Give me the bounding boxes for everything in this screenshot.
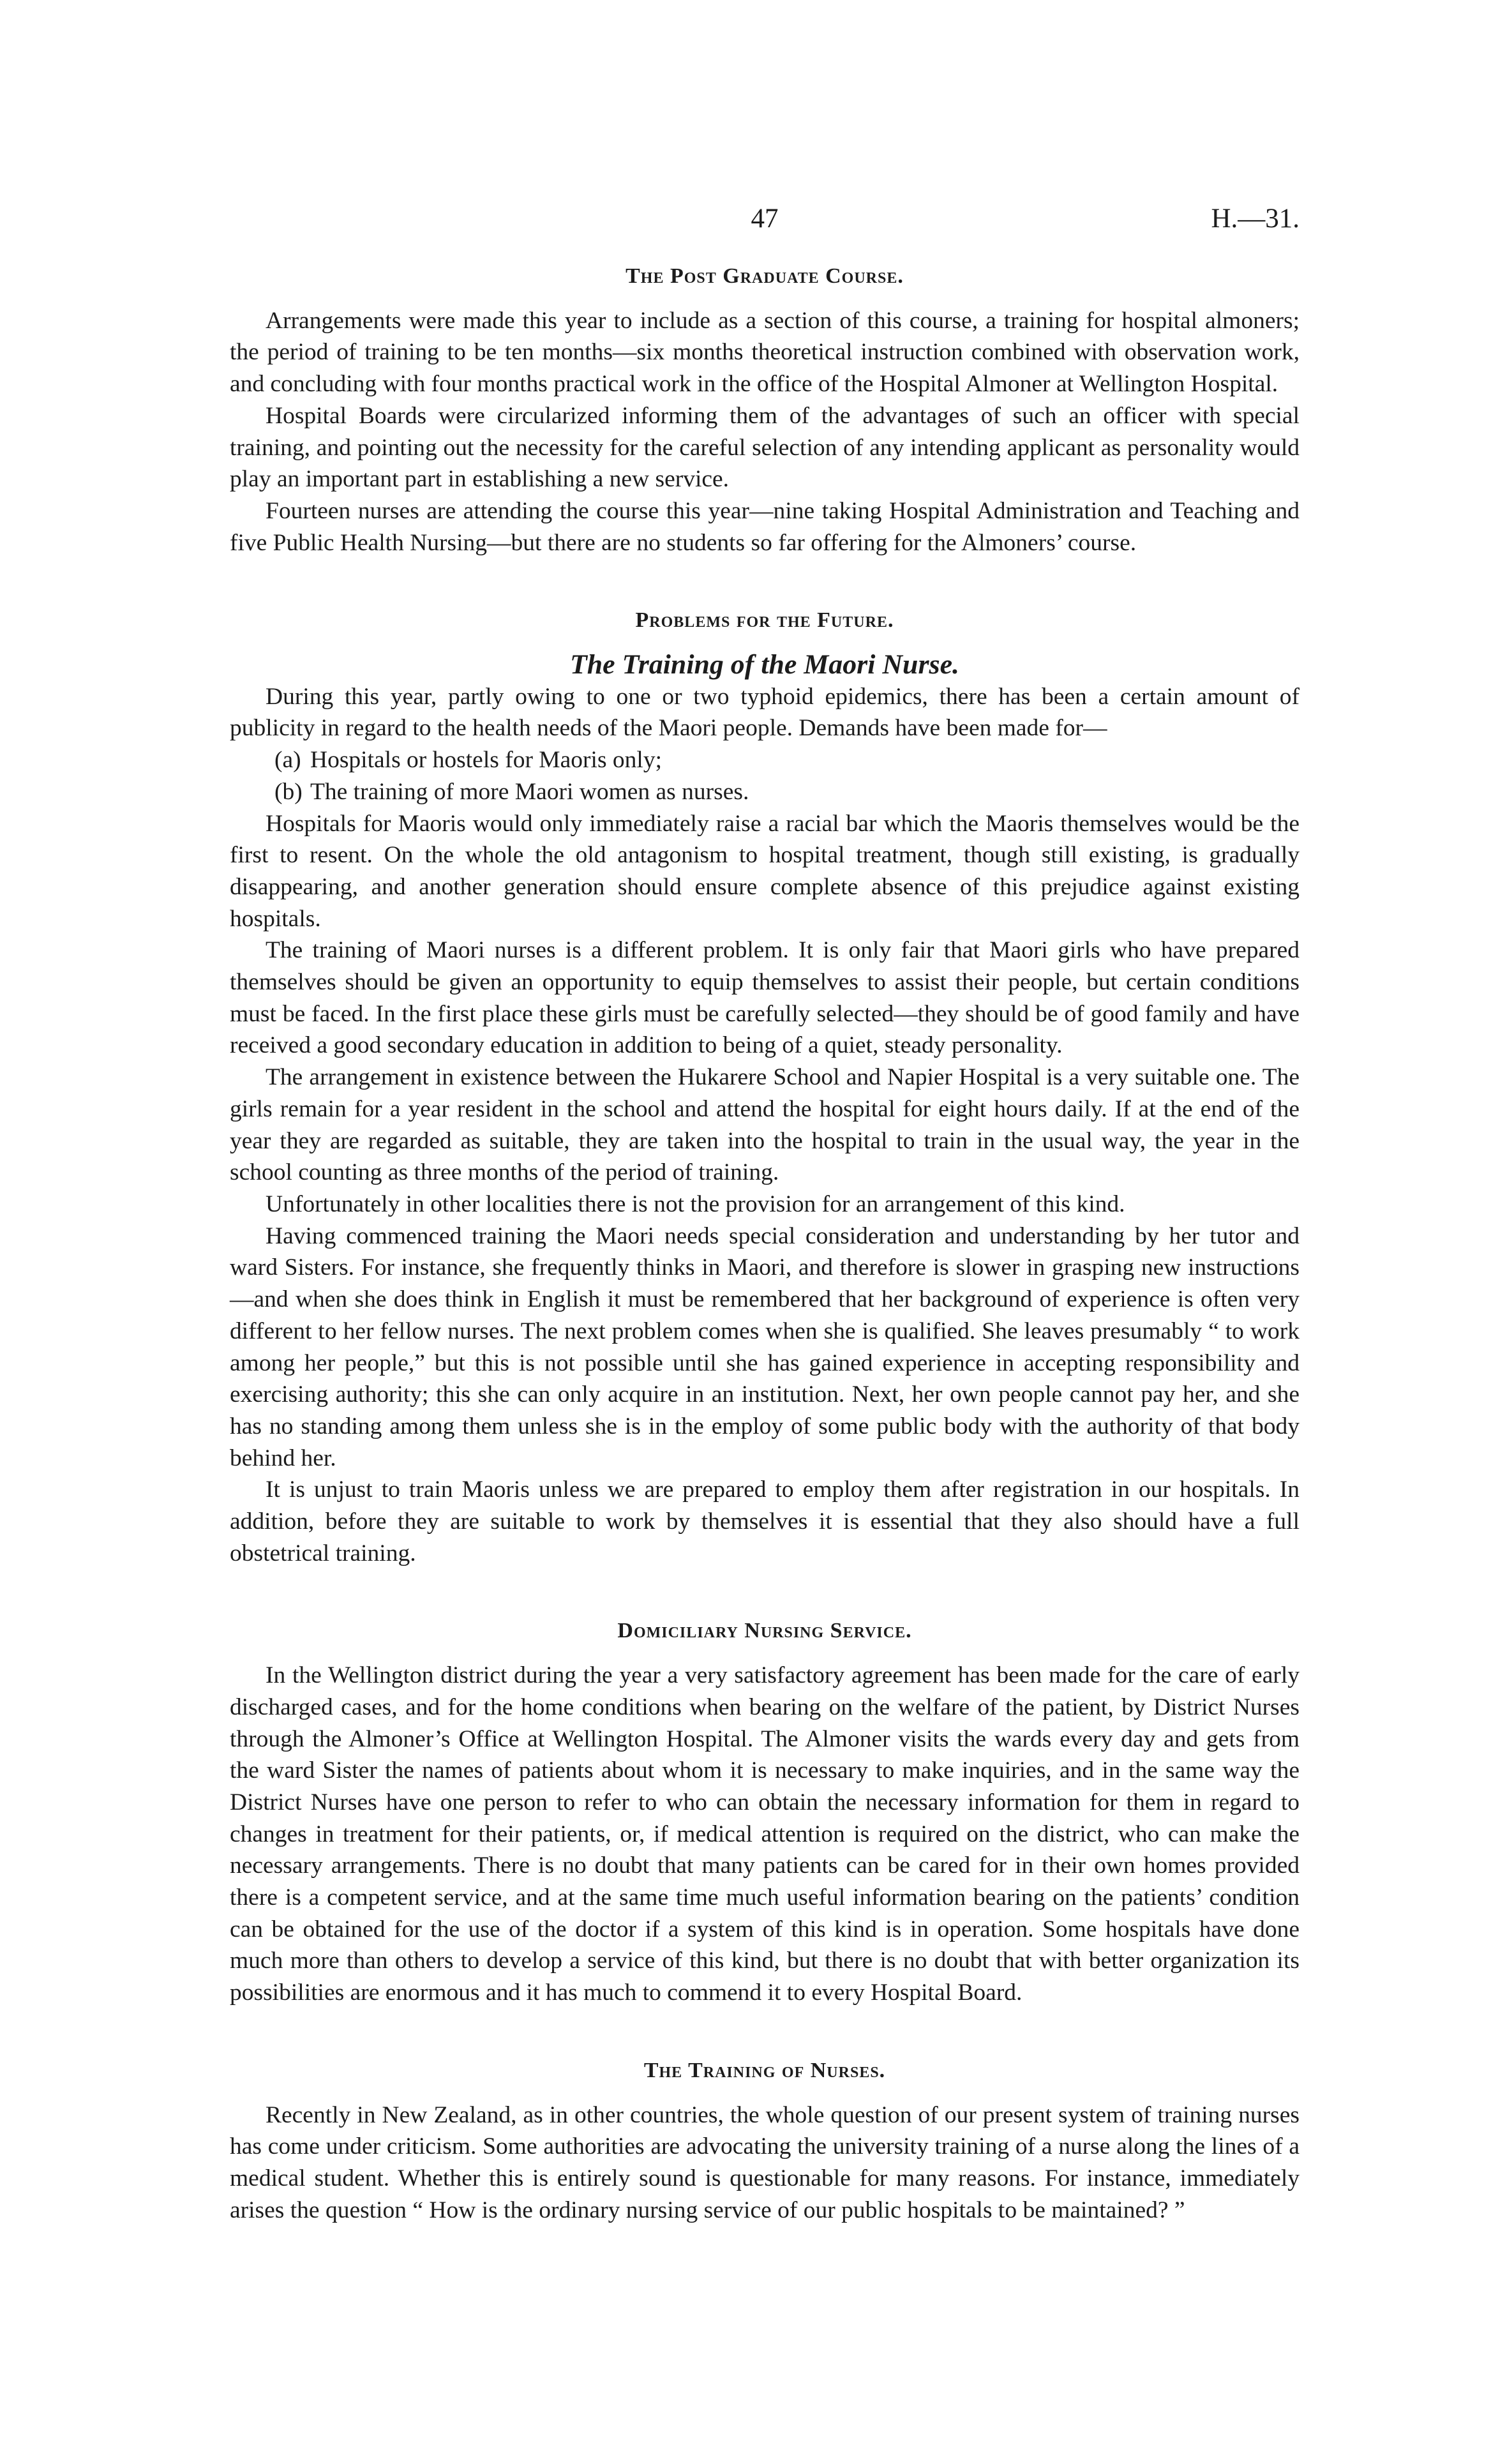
paragraph: Hospitals for Maoris would only immediately raise a racial bar which the Maoris themselves would be the first to resent. On the whole the old antagonism to hospital treatment, though still existing, is gradually disappearing, and another generation should ensure complete absence of this prejudice against existing hospitals.	[230, 810, 1300, 932]
list-item	[274, 744, 1300, 776]
list-item-label: (a)	[274, 747, 301, 774]
paragraph: Having commenced training the Maori needs special consideration and understanding by her tutor and ward Sisters. For instance, she frequently thinks in Maori, and therefore is slower in grasping new instructions—and when she does think in English it must be remembered that her background of experience is often very different to her fellow nurses. The next problem comes when she is qualified. She leaves presumably “ to work among her people,” but this is not possible until she has gained experience in accepting responsibility and exercising authority; this she can only acquire in an institution. Next, her own people cannot pay her, and she has no standing among them unless she is in the employ of some public body with the authority of that body behind her.	[230, 1222, 1300, 1471]
page-header	[230, 203, 1300, 241]
document-reference: H.—31.	[1211, 204, 1300, 234]
paragraph: Recently in New Zealand, as in other countries, the whole question of our present system of training nurses has come under criticism. Some authorities are advocating the university training of a nurse along the lines of a medical student. Whether this is entirely sound is questionable for many reasons. For instance, immediately arises the question “ How is the ordinary nursing service of our public hospitals to be maintained? ”	[230, 2101, 1300, 2223]
list-item	[274, 776, 1300, 808]
page-body	[230, 260, 1300, 2226]
section-post-graduate-course	[230, 260, 1300, 559]
section-problems-for-the-future	[230, 605, 1300, 1569]
section-heading: Domiciliary Nursing Service.	[617, 1619, 912, 1643]
section-heading: Problems for the Future.	[635, 608, 894, 633]
paragraph: It is unjust to train Maoris unless we are prepared to employ them after registration in our hospitals. In addition, before they are suitable to work by themselves it is essential that they also should have a full obstetrical training.	[230, 1476, 1300, 1566]
paragraph: In the Wellington district during the year a very satisfactory agreement has been made for the care of early discharged cases, and for the home conditions when bearing on the welfare of the patient, by District Nurses through the Almoner’s Office at Wellington Hospital. The Almoner visits the wards every day and gets from the ward Sister the names of patients about whom it is necessary to make inquiries, and in the same way the District Nurses have one person to refer to who can obtain the necessary information for them in regard to changes in treatment for their patients, or, if medical attention is required on the district, who can make the necessary arrangements. There is no doubt that many patients can be cared for in their own homes provided there is a competent service, and at the same time much useful information bearing on the patients’ condition can be obtained for the use of the doctor if a system of this kind is in operation. Some hospitals have done much more than others to develop a service of this kind, but there is no doubt that with better organization its possibilities are enormous and it has much to commend it to every Hospital Board.	[230, 1662, 1300, 2006]
paragraph: The arrangement in existence between the Hukarere School and Napier Hospital is a very suitable one. The girls remain for a year resident in the school and attend the hospital for eight hours daily. If at the end of the year they are regarded as suitable, they are taken into the hospital to train in the usual way, the year in the school counting as three months of the period of training.	[230, 1064, 1300, 1186]
page-number: 47	[751, 204, 779, 234]
list-item-text: The training of more Maori women as nurses.	[310, 778, 749, 805]
section-training-of-nurses	[230, 2055, 1300, 2227]
paragraph: The training of Maori nurses is a different problem. It is only fair that Maori girls who have prepared themselves should be given an opportunity to equip themselves to assist their people, but certain conditions must be faced. In the first place these girls must be carefully selected—they should be of good family and have received a good secondary education in addition to being of a quiet, steady personality.	[230, 937, 1300, 1059]
list-item-text: Hospitals or hostels for Maoris only;	[310, 747, 663, 774]
paragraph: Fourteen nurses are attending the course this year—nine taking Hospital Administration and Teaching and five Public Health Nursing—but there are no students so far offering for the Almoners’ course.	[230, 497, 1300, 556]
list-item-label: (b)	[274, 778, 303, 805]
paragraph: Arrangements were made this year to include as a section of this course, a training for hospital almoners; the period of training to be ten months—six months theoretical instruction combined with observation work, and concluding with four months practical work in the office of the Hospital Almoner at Wellington Hospital.	[230, 307, 1300, 398]
paragraph: Hospital Boards were circularized informing them of the advantages of such an officer with special training, and pointing out the necessity for the careful selection of any intending applicant as personality would play an important part in establishing a new service.	[230, 402, 1300, 493]
section-heading: The Training of Nurses.	[643, 2058, 886, 2082]
section-heading: The Post Graduate Course.	[626, 264, 904, 288]
paragraph: Unfortunately in other localities there is not the provision for an arrangement of this kind.	[266, 1191, 1125, 1217]
section-subheading: The Training of the Maori Nurse.	[569, 649, 960, 680]
section-domiciliary-nursing-service	[230, 1615, 1300, 2008]
paragraph: During this year, partly owing to one or two typhoid epidemics, there has been a certain amount of publicity in regard to the health needs of the Maori people. Demands have been made for—	[230, 683, 1300, 742]
